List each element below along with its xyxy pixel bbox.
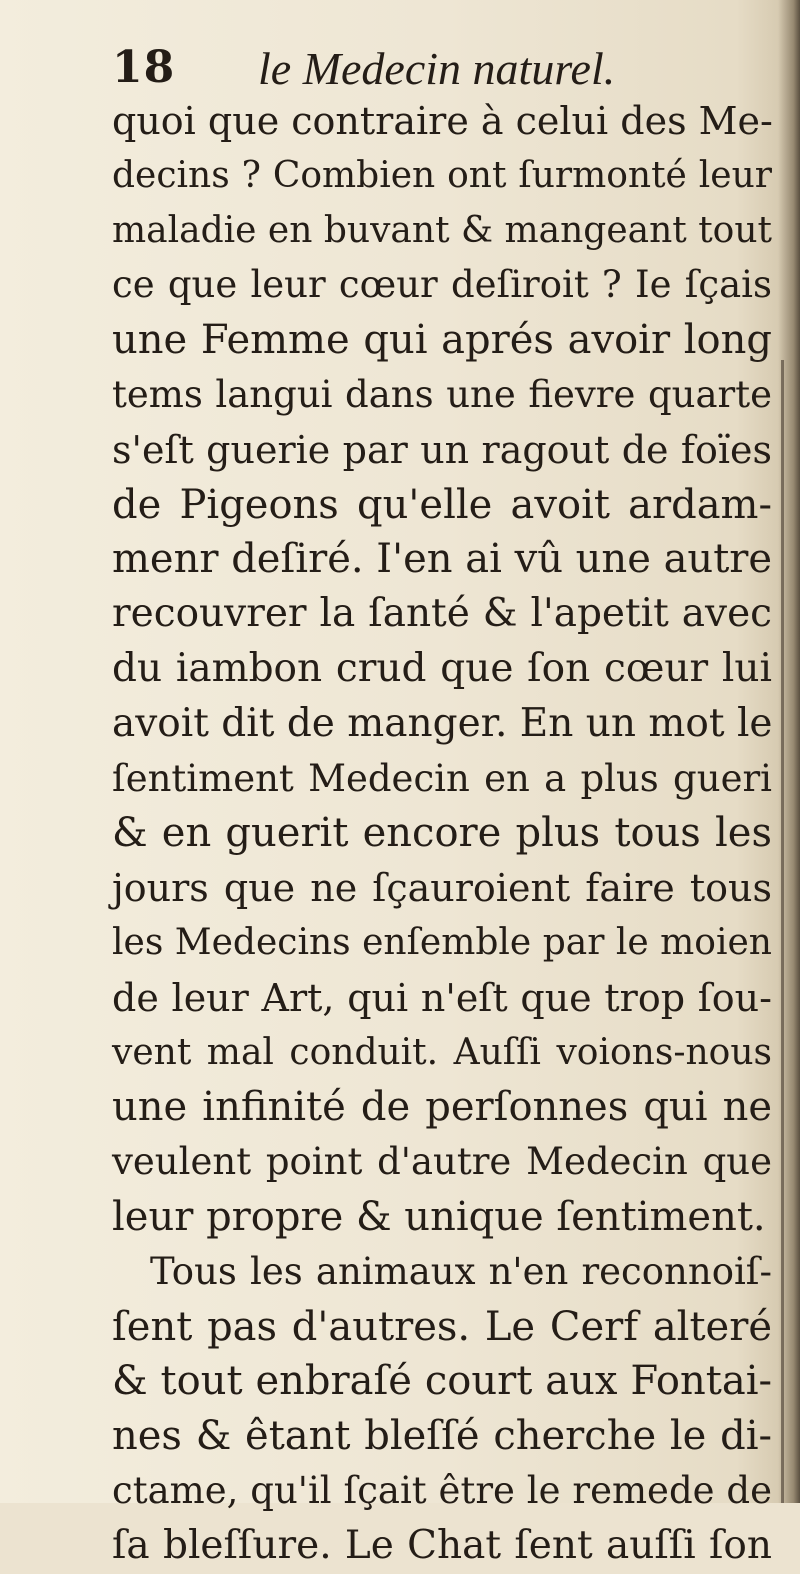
text-line: ſa bleſſure. Le Chat ſent auſſi ſon [112, 1522, 772, 1568]
text-line: ſentiment Medecin en a plus gueri [112, 756, 772, 800]
text-line: nes & êtant bleſſé cherche le di- [112, 1413, 772, 1460]
paragraph-end-line: leur propre & unique ſentiment. [112, 1193, 766, 1240]
text-line: s'eſt guerie par un ragout de foïes [112, 427, 772, 472]
text-line: & en guerit encore plus tous les [112, 810, 772, 857]
text-line: tems langui dans une fievre quarte [112, 372, 772, 416]
text-line: menr deſiré. I'en ai vû une autre [112, 536, 773, 583]
text-line: du iambon crud que ſon cœur lui [112, 645, 772, 691]
text-line: ce que leur cœur deſiroit ? Ie ſçais [112, 263, 772, 307]
text-line: ctame, qu'il ſçait être le remede de [112, 1468, 772, 1512]
text-line: decins ? Combien ont ſurmonté leur [112, 154, 772, 196]
running-title: le Medecin naturel. [258, 43, 616, 94]
text-line: une Femme qui aprés avoir long [112, 317, 772, 364]
text-line: vent mal conduit. Auſſi voions-nous [112, 1031, 772, 1073]
paragraph-start-line: Tous les animaux n'en reconnoiſ- [150, 1249, 772, 1293]
text-line: ſent pas d'autres. Le Cerf alteré [112, 1303, 772, 1350]
text-line: maladie en buvant & mangeant tout [112, 209, 772, 251]
text-line: veulent point d'autre Medecin que [112, 1140, 772, 1184]
text-line: quoi que contraire à celui des Me- [112, 99, 773, 143]
text-line: jours que ne ſçauroient faire tous [112, 866, 772, 911]
text-line: de Pigeons qu'elle avoit ardam- [112, 481, 772, 528]
text-line: les Medecins enſemble par le moien [112, 921, 772, 963]
text-line: & tout enbraſé court aux Fontai- [112, 1358, 772, 1405]
text-line: une infinité de perſonnes qui ne [112, 1084, 772, 1131]
binding-edge-line [781, 360, 784, 1503]
text-line: recouvrer la ſanté & l'apetit avec [112, 591, 772, 637]
text-line: de leur Art, qui n'eſt que trop ſou- [112, 975, 772, 1020]
page-number: 18 [112, 42, 176, 93]
body-text [112, 94, 772, 1574]
text-line: avoit dit de manger. En un mot le [112, 700, 773, 746]
